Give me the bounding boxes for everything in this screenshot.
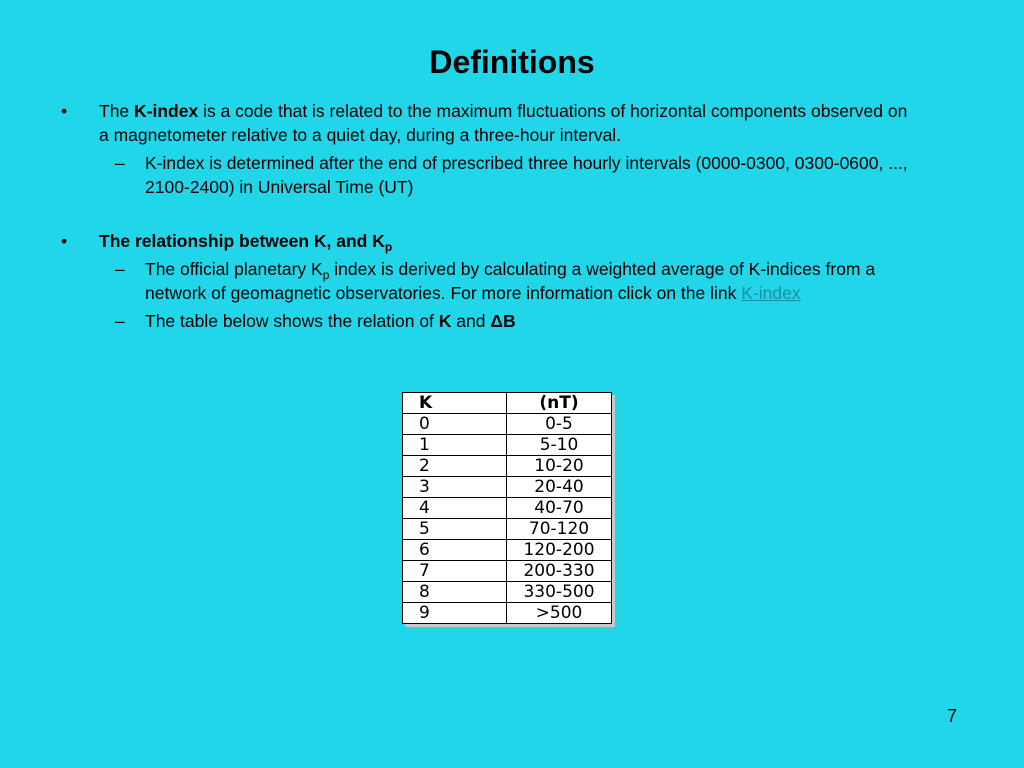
subbullet-text-pre: The table below shows the relation of [145, 311, 439, 331]
bullet-marker: • [61, 101, 68, 121]
k-term: K [438, 311, 452, 331]
table-cell-k: 3 [403, 477, 507, 498]
dash-marker: – [115, 259, 125, 279]
table-header-nt: (nT) [507, 393, 612, 414]
table-cell-nt: 70-120 [507, 519, 612, 540]
table-cell-k: 5 [403, 519, 507, 540]
table-cell-k: 4 [403, 498, 507, 519]
table-cell-k: 6 [403, 540, 507, 561]
table-cell-nt: 40-70 [507, 498, 612, 519]
kp-subscript: p [322, 268, 330, 282]
table-cell-k: 2 [403, 456, 507, 477]
page-number: 7 [947, 706, 958, 726]
k-index-term: K-index [134, 101, 199, 121]
table-row [403, 561, 612, 582]
relationship-heading: The relationship between K, and K [99, 231, 385, 251]
table-cell-k: 9 [403, 603, 507, 624]
subbullet-text-mid: and [451, 311, 491, 331]
table-row [403, 414, 612, 435]
bullet-text-pre: The [99, 101, 135, 121]
subbullet-text-post: index is derived by calculating a weighted average of K-indices from a network of geomagnetic observatories. For more information click on the link [145, 259, 876, 303]
subbullet-planetary-kp [115, 257, 940, 305]
table-row [403, 603, 612, 624]
table-row [403, 498, 612, 519]
k-nt-table [402, 392, 612, 624]
table-cell-nt: 5-10 [507, 435, 612, 456]
dash-marker: – [115, 311, 125, 331]
table-cell-nt: 330-500 [507, 582, 612, 603]
table-row [403, 456, 612, 477]
table-header-row [403, 393, 612, 414]
table-row [403, 540, 612, 561]
table-cell-k: 8 [403, 582, 507, 603]
table-row [403, 582, 612, 603]
table-cell-nt: 0-5 [507, 414, 612, 435]
table-row [403, 477, 612, 498]
subbullet-text: K-index is determined after the end of prescribed three hourly intervals (0000-0300, 0300-0600, ..., 2100-2400) in Universal Time (UT) [145, 153, 908, 197]
table-cell-nt: 120-200 [507, 540, 612, 561]
dash-marker: – [115, 153, 125, 173]
table-cell-nt: 200-330 [507, 561, 612, 582]
subbullet-table-intro [115, 309, 940, 333]
table-cell-k: 1 [403, 435, 507, 456]
table-cell-nt: 20-40 [507, 477, 612, 498]
table-cell-k: 0 [403, 414, 507, 435]
subbullet-k-index-intervals [115, 151, 940, 199]
table-row [403, 519, 612, 540]
k-index-link[interactable]: K-index [741, 283, 801, 303]
bullet-k-index-definition [61, 99, 914, 147]
table-cell-k: 7 [403, 561, 507, 582]
table-cell-nt: >500 [507, 603, 612, 624]
bullet-text-post: is a code that is related to the maximum fluctuations of horizontal components observed on a magnetometer relative to a quiet day, during a three-hour interval. [99, 101, 908, 145]
kp-subscript: p [384, 240, 393, 254]
delta-b-term: ΔB [490, 311, 516, 331]
slide-content [0, 99, 1024, 333]
k-nt-table-image [402, 392, 612, 624]
subbullet-text-pre: The official planetary K [145, 259, 323, 279]
table-row [403, 435, 612, 456]
bullet-marker: • [61, 231, 68, 251]
bullet-relationship [61, 229, 914, 254]
slide-title: Definitions [429, 44, 595, 80]
table-header-k: K [403, 393, 507, 414]
table-cell-nt: 10-20 [507, 456, 612, 477]
